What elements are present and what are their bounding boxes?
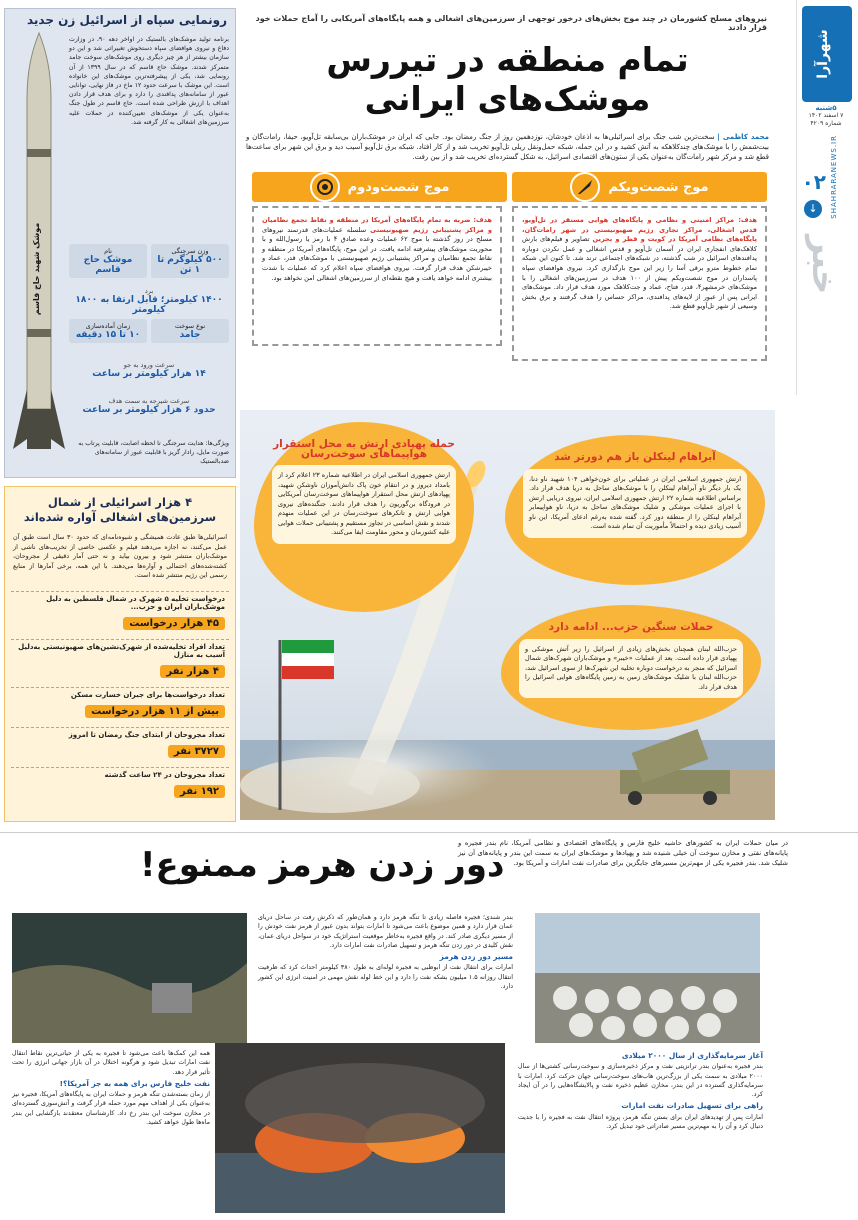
target-icon (310, 172, 340, 202)
port-fire-photo (215, 1043, 505, 1213)
hormuz-lead: در میان حملات ایران به کشورهای حاشیه خلیج فارس و پایگاه‌های اقتصادی و نظامی آمریکا، نام بندر فجیره و پایانه‌های نفتی و مخازن سوخت آن خیلی شنیده شد و پهپادها و موشک‌های ایران به سمت این بندر و پایانه‌های آن نیز شلیک شد. بندر فجیره یکی از مهم‌ترین مسیرهای جایگزین برای صادرات نفت امارات و آمریکا بود. (458, 839, 788, 867)
hormuz-col-1-head: مسیر دور زدن هرمز (439, 952, 513, 962)
kicker: نیروهای مسلح کشورمان در چند موج بخش‌های درخور توجهی از سرزمین‌های اشغالی و همه پایگاه‌های آمریکایی را آماج حملات خود قرار دادند (255, 14, 767, 32)
issue-day: ۵شنبه (815, 104, 837, 112)
author: محمد کاظمی | (717, 133, 769, 141)
missile-sidebar (4, 8, 236, 478)
stat-item: تعداد درخواست‌ها برای جبران خسارت مسکن بیش از ۱۱ هزار درخواست (11, 687, 229, 721)
hormuz-col-2b-head: راهی برای تسهیل صادرات نفت امارات (621, 1101, 763, 1111)
hormuz-col-2b-text: امارات پس از تهدیدهای ایران برای بستن تنگه هرمز، پروژه انتقال نفت به فجیره را با جدیت دنبال کرد و آن را به مهم‌ترین مسیر صادراتی خود تبدیل کرد. (518, 1113, 763, 1131)
spec-dive: سرعت شیرجه به سمت هدف حدود ۶ هزار کیلومتر بر ساعت (82, 397, 216, 415)
hormuz-col-3-text: همه این کمک‌ها باعث می‌شود تا فجیره به یکی از حیاتی‌ترین نقاط انتقال نفت امارات تبدیل شود و هرگونه اختلال در آن بازار جهانی انرژی را تحت تأثیر قرار دهد. (12, 1050, 210, 1076)
hormuz-title: دور زدن هرمز ممنوع! (140, 845, 505, 885)
stat-item: تعداد مجروحان از ابتدای جنگ رمضان تا امروز ۳۷۲۷ نفر (11, 727, 229, 761)
missile-icon (570, 172, 600, 202)
hormuz-col-2-head: آغاز سرمایه‌گذاری از سال ۲۰۰۰ میلادی (621, 1051, 763, 1060)
hormuz-col-1-text: بندر شندی؛ فجیره فاصله زیادی تا تنگه هرمز دارد و همان‌طور که ذکرش رفت در ساحل دریای عمان قرار دارد و همین موضوع باعث می‌شود تا امارات بتواند بدون عبور از هرمز نفت خودش را از مسیر دیگری صادر کند. در واقع فجیره به‌خاطر موقعیت استراتژیک خود در سواحل دریای عمان، نقش کلیدی در دور زدن تنگه هرمز و تسهیل صادرات نفت امارات دارد. (258, 914, 513, 949)
hormuz-section (0, 832, 858, 1220)
wave-62-body: سلسله عملیات‌های قدرتمند نیروهای مسلح در روز گذشته با موج ۶۲ عملیات وعده صادق ۴ با رمز یا رسول‌الله و با محوریت موشک‌های پیشرفته ادامه یافت. در این موج، پایگاه‌های آمریکا در منطقه و نقاط تجمع نظامیان و مراکز پشتیبانی رژیم صهیونیستی با موشک‌های قدر، عماد و خیبرشکن هدف قرار گرفت. نیروی هوافضای سپاه اعلام کرد که عملیات با شدت بیشتری ادامه خواهد یافت و هیچ نقطه‌ای از سرزمین‌های اشغالی امن نخواهد بود. (262, 225, 492, 282)
satellite-photo (12, 913, 247, 1043)
army-drone-title: حمله پهپادی ارتش به محل استقرار هواپیماهای سوخت‌رسان (273, 438, 455, 460)
spec-name: نام موشک حاج قاسم (69, 244, 147, 278)
wave-61-box (512, 206, 767, 361)
masthead (796, 0, 858, 395)
stats-title: ۴ هزار اسرائیلی از شمال سرزمین‌های اشغالی آواره شده‌اند (23, 495, 217, 524)
spec-prep: زمان آماده‌سازی ۱۰ تا ۱۵ دقیقه (69, 319, 147, 343)
issue-number: شماره ۴۲۰۹ (810, 120, 842, 127)
wave-62-target: هدف: ضربه به تمام پایگاه‌های آمریکا در منطقه و نقاط تجمع نظامیان و مراکز پشتیبانی رژیم صهیونیستی (262, 216, 492, 234)
issue-info (802, 104, 850, 128)
lead-text: سخت‌ترین شب جنگ برای اسرائیلی‌ها به اذعان خودشان، نوزدهمین روز از جنگ رمضان بود. جایی که ایران در موشک‌باران بی‌سابقه تل‌آویو، حیفا، رامات‌گان و بیت‌شمش را با موشک‌های چندکلاهکه به آتش کشید و در این حمله، شبکه حمل‌ونقل ریلی تل‌آویو تخریب شد و از کار افتاد. شبکه برق تل‌آویو آسیب دید و برق این شهر برای ساعت‌ها قطع شد و مرکز شهر رامات‌گان به‌عنوان یکی از ستون‌های اقتصادی اسرائیل، به شکل گسترده‌ای تخریب شد و از بین رفت. (246, 133, 769, 161)
wave-61-target: هدف: مراکز امنیتی و نظامی و پایگاه‌های هوایی مستقر در تل‌آویو، قدس اشغالی، مراکز تجاری رژیم صهیونیستی در شهر رامات‌گان، پایگاه‌های نظامی آمریکا در کویت و قطر و بحرین (522, 216, 757, 244)
spec-fuel: نوع سوخت جامد (151, 319, 229, 343)
hormuz-col-3b-text: از زمان بسته‌شدن تنگه هرمز و حملات ایران به پایگاه‌های آمریکا، فجیره نیز به‌عنوان یکی از اهداف مهم مورد حمله قرار گرفت و آتش‌سوزی گسترده‌ای در مخازن سوخت این بندر رخ داد. کارشناسان معتقدند بازگشایی این بندر ماه‌ها طول خواهد کشید. (12, 1091, 210, 1127)
hormuz-col-1 (258, 913, 513, 991)
wave-61-title: موج شصت‌ویکم (608, 179, 709, 195)
wave-61-body: تصاویر و فیلم‌های بارش کلاهک‌های انفجاری ایران در آسمان تل‌آویو و قدس اشغالی و عمل نکردن دوباره پدافندهای اسرائیل در شب گذشته، در شبکه‌های اجتماعی ترند شد. تا کنون این شبکه تمام خطوط مترو برقی آسا را زیر این موج بارگذاری کرد. نیروی هوافضای سپاه پاسداران در موج شصت‌ویکم پیش از ۱۰۰ هدف در سرزمین‌های اشغالی را با موشک‌های خرمشهر۴، قدر، فتاح، عماد و جت‌کلاهک مورد هدف قرار داد. موشک‌های ایرانی پس از عبور از لایه‌های پدافندی، مراکز حساس را هدف گرفتند و برق بخش وسیعی از شهر تل‌آویو قطع شد. (522, 235, 757, 311)
missile-image (7, 29, 71, 469)
spec-range: برد ۱۴۰۰ کیلومتر؛ قابل ارتقا به ۱۸۰۰ کیلومتر (75, 287, 223, 315)
wave-61-header (512, 172, 767, 202)
section-label: خبر (804, 235, 844, 295)
spec-warhead: وزن سرجنگی ۵۰۰ کیلوگرم تا ۱ تن (151, 244, 229, 278)
stat-item: تعداد مجروحان در ۲۴ ساعت گذشته ۱۹۲ نفر (11, 767, 229, 801)
page-number: ۰۲ (801, 170, 826, 194)
hormuz-col-1b-text: امارات برای انتقال نفت از ابوظبی به فجیره لوله‌ای به طول ۳۸۰ کیلومتر احداث کرد که ظرفیت انتقال روزانه ۱.۵ میلیون بشکه نفت را دارد و این خط لوله نقش مهمی در امنیت انرژی این کشور دارد. (258, 964, 513, 991)
wave-62-box (252, 206, 502, 346)
hormuz-col-2-text: بندر فجیره به‌عنوان بندر ترانزیتی نفت و مرکز ذخیره‌سازی و سوخت‌رسانی کشتی‌ها از سال ۲۰۰۰ میلادی به سمت یکی از بزرگ‌ترین هاب‌های سوخت‌رسانی جهان حرکت کرد. امارات با سرمایه‌گذاری گسترده در این بندر، مخازن عظیم ذخیره نفت و پالایشگاه‌هایی را در آن ایجاد کرد. (518, 1063, 763, 1099)
arrow-down-icon[interactable]: ↓ (804, 200, 822, 218)
stat-item: تعداد افراد تخلیه‌شده از شهرک‌نشین‌های صهیونیستی به‌دلیل آسیب به منازل ۴ هزار نفر (11, 639, 229, 681)
lincoln-title: آبراهام لینکلن باز هم دورتر شد (554, 451, 716, 463)
feature-body (240, 160, 775, 820)
spec-reentry: سرعت ورود به جو ۱۴ هزار کیلومتر بر ساعت (92, 361, 206, 379)
hormuz-col-2 (518, 1049, 763, 1131)
spec-grid-1 (69, 244, 229, 278)
oil-tanks-photo (535, 913, 760, 1043)
hezbollah-title: حملات سنگین حزب... ادامه دارد (548, 621, 714, 633)
svg-text:شهرآرا: شهرآرا (815, 29, 831, 79)
stats-intro: اسرائیلی‌ها طبق عادت همیشگی و شیوه‌نامه‌ای که حدود ۳۰ سال است طبق آن عمل می‌کنند، نه اجازه می‌دهند فیلم و عکسی خاصی از تخریب‌های ناشی از موشک‌باران منتشر شود و بیرون بیاید و نه حتی آمار دقیقی از مجروحان، کشته‌شده‌های احتمالی و آواره‌ها می‌دهند. با این همه، برخی آمارها از منابع رسمی این رژیم منتشر شده است. (13, 533, 227, 580)
hormuz-col-3 (12, 1049, 210, 1127)
sidebar-title: رونمایی سپاه از اسرائیل زن جدید (26, 13, 227, 27)
lead-paragraph (246, 132, 769, 162)
lincoln-body: ارتش جمهوری اسلامی ایران در عملیاتی برای خون‌خواهی ۱۰۴ شهید ناو دنا، یک بار دیگر ناو آبراهام لینکلن را با موشک‌های ساحل به دریا هدف قرار داد. براساس اطلاعیه شماره ۲۲ ارتش جمهوری اسلامی ایران، نیروی دریایی ارتش با اجرای عملیات موشکی و شلیک موشک‌های ساحل به دریا، ناو هواپیمابر آبراهام لینکلن را از منطقه دور کرد. گفته شده به‌رغم ادعای آمریکا، این ناو آسیب زیادی دیده و احتمالاً مأموریت آن تمام شده است. (523, 469, 747, 538)
newspaper-logo[interactable] (802, 6, 852, 102)
sidebar-footer: ویژگی‌ها: هدایت سرجنگی تا لحظه اصابت، قابلیت پرتاب به صورت مایل، رادار گریز با قابلیت عبور از سامانه‌های ضدبالستیک (78, 440, 229, 465)
wave-62-title: موج شصت‌ودوم (347, 179, 450, 195)
headline: تمام منطقه در تیررس موشک‌های ایرانی (326, 40, 689, 118)
issue-date: ۷ اسفند ۱۴۰۲ (808, 112, 844, 119)
stat-item: درخواست تخلیه ۵ شهرک در شمال فلسطین به دلیل موشک‌باران ایران و حزب... ۴۵ هزار درخواست (11, 591, 229, 633)
site-url[interactable]: SHAHRARANEWS.IR (830, 135, 838, 219)
hezbollah-body: حزب‌الله لبنان همچنان بخش‌های زیادی از اسرائیل را زیر آتش موشکی و پهپادی قرار داده است. بعد از عملیات «خیبر» و موشک‌باران شهرک‌های شمال اسرائیل که منجر به درخواست دوباره تخلیه این شهرک‌ها از سوی اسرائیل شد، حزب‌الله لبنان با شلیک موشک‌های زمین به زمین پایگاه‌های هوایی اسرائیل را هدف قرار داد. (519, 639, 743, 699)
sidebar-text: برنامه تولید موشک‌های بالستیک در اواخر دهه ۹۰، در وزارت دفاع و نیروی هوافضای سپاه دستخوش تغییراتی شد و این دو سازمان بیشتر از هر چیز دیگری روی موشک‌های سوخت جامد متمرکز شدند. موشک حاج قاسم که در سال ۱۳۹۹ از آن رونمایی شد، یکی از پیشرفته‌ترین موشک‌های این خانواده است. این موشک با سرعت حدود ۱۲ ماخ در فاز نهایی، توانایی عبور از سامانه‌های پدافندی را دارد و برای هدف قرار دادن اهداف با ارزش طراحی شده است. حاج قاسم در طول جنگ به‌عنوان یکی از موشک‌های تعیین‌کننده در حملات علیه سرزمین‌های اشغالی به کار گرفته شد. (69, 36, 230, 126)
displacement-stats (4, 486, 236, 822)
hormuz-col-3-head: نفت خلیج فارس برای همه به جز آمریکا؟! (59, 1078, 210, 1088)
spec-grid-2 (69, 319, 229, 343)
wave-62-header (252, 172, 507, 202)
missile-label: موشک شهید حاج قاسم (32, 222, 41, 316)
army-drone-body: ارتش جمهوری اسلامی ایران در اطلاعیه شماره ۲۳ اعلام کرد از بامداد دیروز و در انتقام خون پاک دانش‌آموزان ناوشکن شهید، پهپادهای ارتش محل استقرار هواپیماهای سوخت‌رسان آمریکایی در فرودگاه بن‌گوریون را هدف قرار دادند. جنگنده‌های نیروی هوایی ارتش و تانکرهای سوخت‌رسان در این عملیات منهدم شدند و نقش اساسی در تجاوز مستقیم و پشتیبانی حملات هوایی علیه کشورمان و محور مقاومت ایفا می‌کنند. (272, 465, 456, 544)
feature-header (240, 10, 775, 162)
